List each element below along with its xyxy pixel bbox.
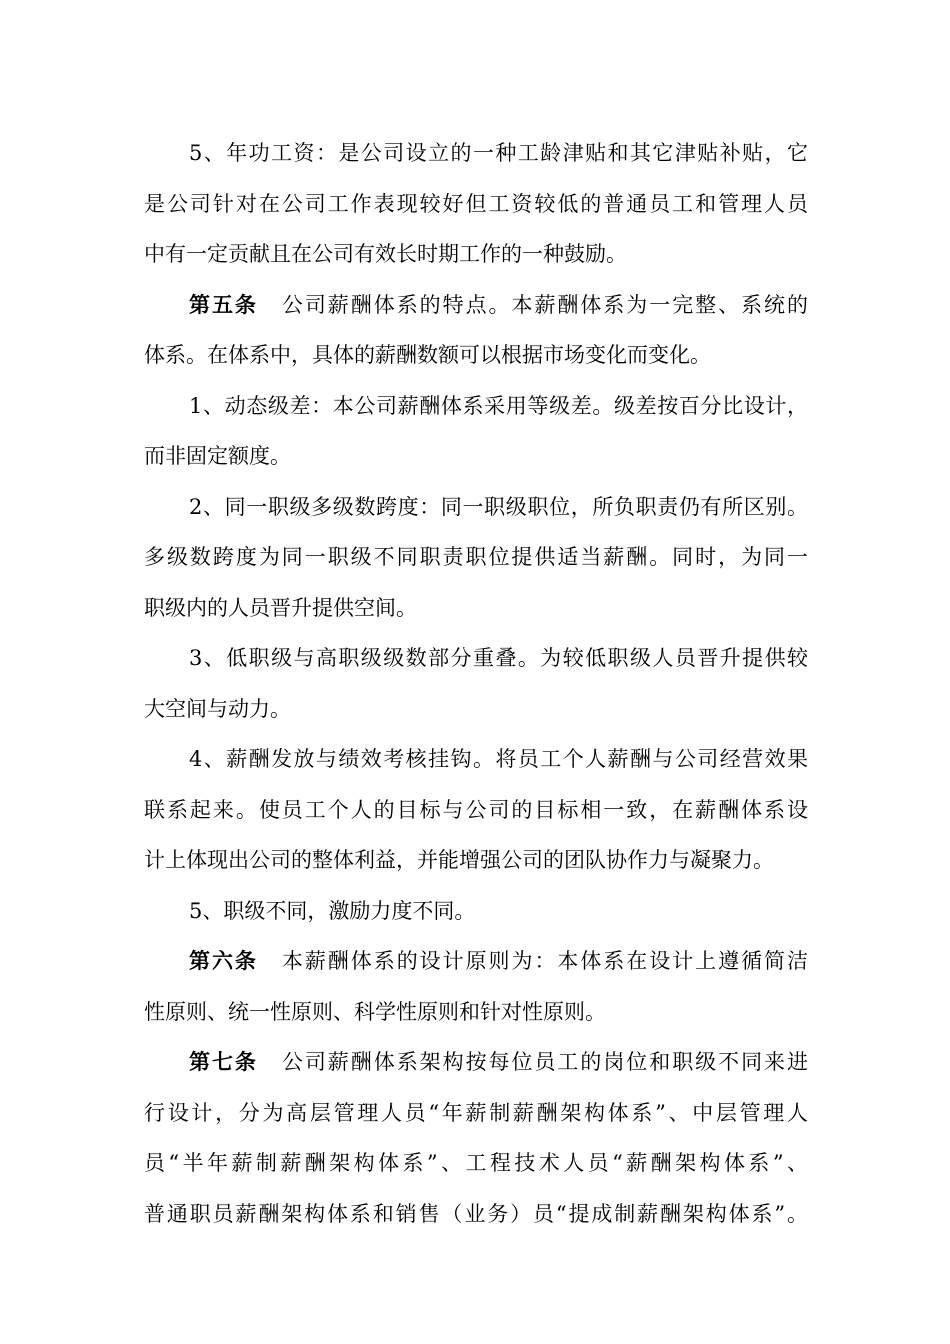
article-text: 本薪酬体系的设计原则为：本体系在设计上遵循简洁 [281,949,809,973]
article-5 [144,280,808,381]
paragraph-performance-link [144,734,808,886]
article-text: 公司薪酬体系架构按每位员工的岗位和职级不同来进 [281,1050,809,1074]
article-heading: 第七条 [189,1049,258,1074]
document-body [144,128,808,1239]
paragraph-line: 是公司针对在公司工作表现较好但工资较低的普通员工和管理人员 [144,191,808,216]
paragraph-line: 性原则、统一性原则、科学性原则和针对性原则。 [144,999,606,1024]
paragraph-line: 2、同一职级多级数跨度：同一职级职位，所负职责仍有所区别。 [189,494,808,519]
paragraph-multi-level-span [144,482,808,634]
paragraph-line: 大空间与动力。 [144,696,291,721]
paragraph-line: 中有一定贡献且在公司有效长时期工作的一种鼓励。 [144,242,627,266]
paragraph-line [144,280,808,331]
paragraph-line [144,936,808,987]
paragraph-line: 联系起来。使员工个人的目标与公司的目标相一致，在薪酬体系设 [144,797,808,822]
article-6 [144,936,808,1037]
paragraph-line: 多级数跨度为同一职级不同职责职位提供适当薪酬。同时，为同一 [144,545,808,569]
article-heading: 第五条 [189,291,258,317]
paragraph-line: 行设计，分为高层管理人员“年薪制薪酬架构体系”、中层管理人 [144,1100,808,1125]
paragraph-line: 员“半年薪制薪酬架构体系”、工程技术人员“薪酬架构体系”、 [144,1151,808,1175]
paragraph-line: 而非固定额度。 [144,444,291,468]
paragraph-line: 普通职员薪酬架构体系和销售（业务）员“提成制薪酬架构体系”。 [144,1201,808,1226]
paragraph-line: 4、薪酬发放与绩效考核挂钩。将员工个人薪酬与公司经营效果 [189,747,808,771]
paragraph-grade-overlap [144,633,808,734]
paragraph-line [144,1037,808,1088]
article-text: 公司薪酬体系的特点。本薪酬体系为一完整、系统的 [281,292,809,317]
paragraph-line: 体系。在体系中，具体的薪酬数额可以根据市场变化而变化。 [144,343,711,367]
paragraph-line: 职级内的人员晋升提供空间。 [144,595,417,620]
paragraph-line: 3、低职级与高职级级数部分重叠。为较低职级人员晋升提供较 [189,646,808,670]
article-heading: 第六条 [189,948,258,973]
paragraph-incentive-levels [144,886,808,937]
paragraph-line: 5、职级不同，激励力度不同。 [189,898,476,923]
paragraph-dynamic-grade [144,381,808,482]
article-7 [144,1037,808,1239]
paragraph-line: 5、年功工资：是公司设立的一种工龄津贴和其它津贴补贴，它 [189,141,808,165]
paragraph-line: 计上体现出公司的整体利益，并能增强公司的团队协作力与凝聚力。 [144,848,774,872]
paragraph-line: 1、动态级差：本公司薪酬体系采用等级差。级差按百分比设计， [189,393,808,418]
paragraph-seniority-pay [144,128,808,280]
